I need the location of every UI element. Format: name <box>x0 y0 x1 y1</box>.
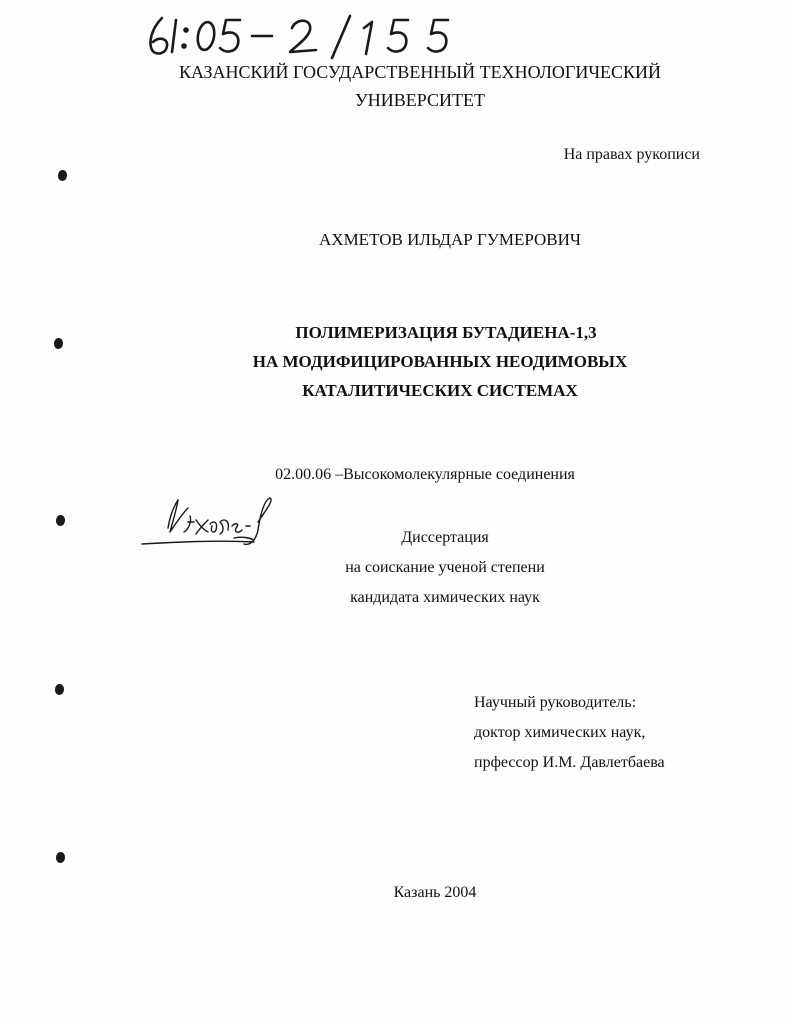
supervisor-name: прфессор И.М. Давлетбаева <box>474 754 665 771</box>
supervisor-role: Научный руководитель: <box>474 694 637 711</box>
city-year: Казань 2004 <box>393 884 477 901</box>
thesis-line-2: на соискание ученой степени <box>345 559 545 576</box>
thesis-line-3: кандидата химических наук <box>350 589 540 606</box>
university-name <box>140 58 700 114</box>
manuscript-note: На правах рукописи <box>563 146 700 163</box>
title-line-3: КАТАЛИТИЧЕСКИХ СИСТЕМАХ <box>302 381 578 400</box>
supervisor-degree: доктор химических наук, <box>474 724 646 741</box>
archive-code-handwritten <box>140 6 500 66</box>
specialty-code: 02.00.06 –Высокомолекулярные соединения <box>275 466 575 483</box>
binding-hole <box>56 852 65 863</box>
title-line-1: ПОЛИМЕРИЗАЦИЯ БУТАДИЕНА-1,3 <box>295 323 597 342</box>
thesis-type <box>270 523 620 613</box>
binding-hole <box>55 684 64 695</box>
author-signature <box>138 492 286 554</box>
dissertation-title <box>160 318 720 405</box>
supervisor-block <box>474 688 665 778</box>
binding-hole <box>56 515 65 526</box>
binding-hole <box>54 338 63 349</box>
thesis-line-1: Диссертация <box>401 529 489 546</box>
university-line-1: КАЗАНСКИЙ ГОСУДАРСТВЕННЫЙ ТЕХНОЛОГИЧЕСКИЙ <box>178 62 662 82</box>
title-line-2: НА МОДИФИЦИРОВАННЫХ НЕОДИМОВЫХ <box>252 352 628 371</box>
author-name: АХМЕТОВ ИЛЬДАР ГУМЕРОВИЧ <box>319 230 581 249</box>
binding-hole <box>58 170 67 181</box>
university-line-2: УНИВЕРСИТЕТ <box>355 90 485 110</box>
